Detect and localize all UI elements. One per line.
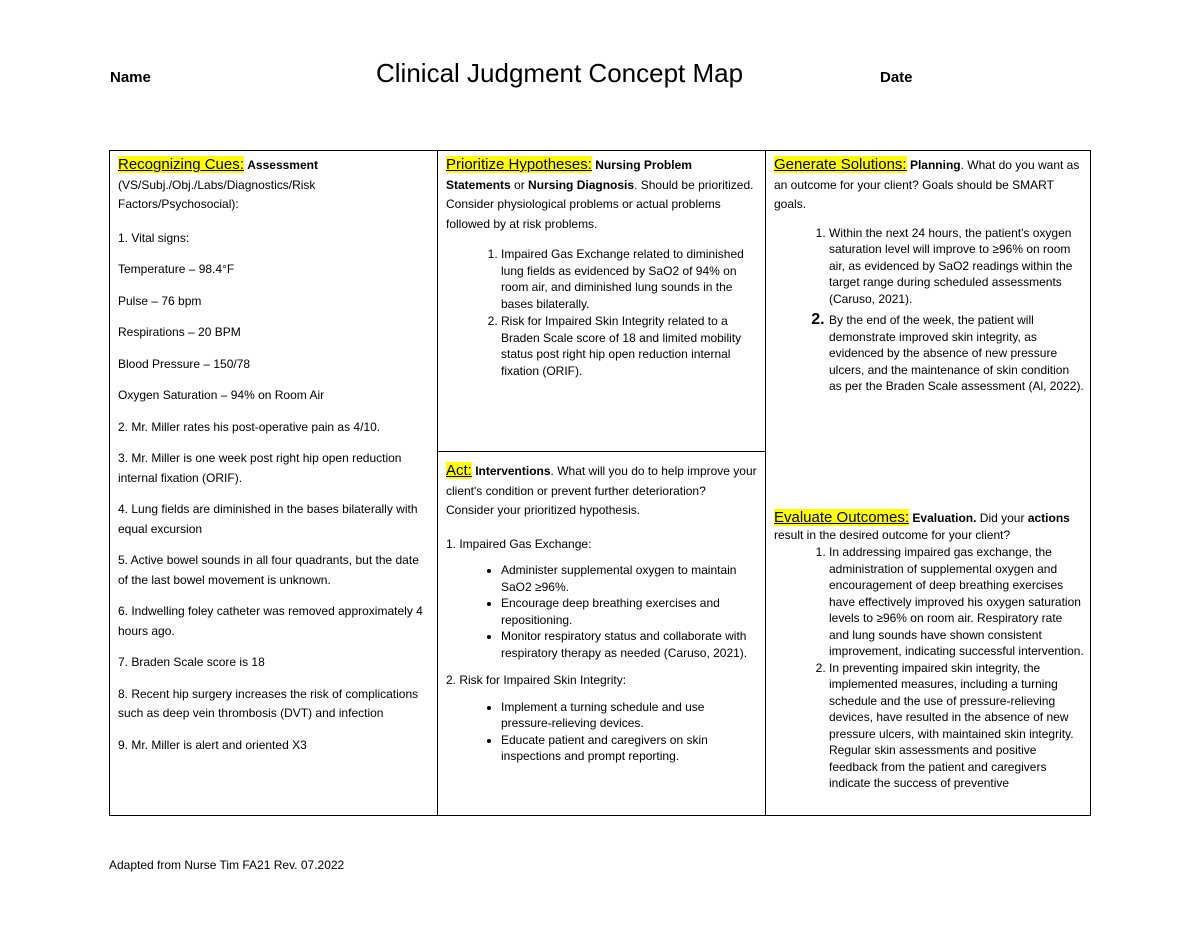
assessment-item: 5. Active bowel sounds in all four quadrants, but the date of the last bowel movement is unknown. — [118, 553, 419, 587]
evaluate-outcomes-heading: Evaluate Outcomes: — [774, 509, 910, 526]
generate-solutions-cell — [766, 151, 1092, 501]
assessment-item: Blood Pressure – 150/78 — [118, 356, 251, 371]
assessment-item: 8. Recent hip surgery increases the risk of complications such as deep vein thrombosis (DVT) and infection — [118, 686, 419, 720]
concept-map-table — [109, 150, 1091, 816]
evaluate-label: Evaluation. — [912, 511, 977, 525]
smart-goal-item: 1. Within the next 24 hours, the patient's oxygen saturation level will improve to ≥96% on room air, as evidenced by SaO2 readings within the target range during scheduled assessments (Caruso, 2021). — [829, 225, 1084, 308]
name-label: Name — [110, 69, 151, 86]
smart-goals-list — [774, 225, 1084, 395]
act-subheading-skin-integrity: 2. Risk for Impaired Skin Integrity: — [446, 673, 627, 687]
act-label: Interventions — [475, 464, 551, 478]
act-cell — [438, 457, 765, 817]
generate-solutions-heading: Generate Solutions: — [774, 156, 907, 173]
act-desc: . What will you do to help improve your client's condition or prevent further deterioration? Consider your prioritized hypothesis. — [446, 464, 757, 517]
generate-desc: . What do you want as an outcome for your client? Goals should be SMART goals. — [774, 158, 1080, 211]
footer-note: Adapted from Nurse Tim FA21 Rev. 07.2022 — [109, 858, 345, 872]
intervention-item: • Educate patient and caregivers on skin inspections and prompt reporting. — [501, 732, 757, 765]
assessment-item: 6. Indwelling foley catheter was removed approximately 4 hours ago. — [118, 604, 423, 638]
row-divider — [437, 451, 765, 452]
evaluation-list — [774, 544, 1084, 792]
generate-label: Planning — [909, 158, 961, 172]
evaluation-item: 1. In addressing impaired gas exchange, the administration of supplemental oxygen and encouragement of deep breathing exercises have effectively improved his oxygen saturation levels to ≥96% on room air. Respiratory rate and lung sounds have shown consistent improvement, indicating successful intervention. — [829, 544, 1084, 660]
assessment-item: 1. Vital signs: — [118, 230, 190, 245]
gas-exchange-interventions — [446, 562, 757, 661]
skin-integrity-interventions — [446, 699, 757, 765]
evaluation-item: 2. In preventing impaired skin integrity, the implemented measures, including a turning schedule and the use of pressure-relieving devices, have resulted in the absence of new pressure ulcers, with maintained skin integrity. Regular skin assessments and positive feedback from the patient and caregivers indicate the success of preventive — [829, 660, 1084, 792]
prioritize-label-diagnosis: Nursing Diagnosis — [528, 177, 635, 192]
assessment-item: 3. Mr. Miller is one week post right hip open reduction internal fixation (ORIF). — [118, 451, 402, 485]
recognizing-cues-desc: (VS/Subj./Obj./Labs/Diagnostics/Risk Factors/Psychosocial): — [118, 177, 316, 211]
recognizing-cues-cell — [110, 151, 437, 817]
prioritize-hypotheses-cell — [438, 151, 765, 451]
evaluate-outcomes-cell — [766, 505, 1092, 817]
intervention-item: • Monitor respiratory status and collaborate with respiratory therapy as needed (Caruso, 2021). — [501, 628, 757, 661]
act-heading: Act: — [446, 462, 472, 479]
evaluate-desc-c: result in the desired outcome for your client? — [774, 528, 1011, 542]
intervention-item: • Implement a turning schedule and use pressure-relieving devices. — [501, 699, 757, 732]
smart-goal-item: 2. By the end of the week, the patient will demonstrate improved skin integrity, as evidenced by the absence of new pressure ulcers, and the maintenance of skin condition as per the Braden Scale assessment (Al, 2022). — [829, 312, 1084, 395]
assessment-item: Temperature – 98.4°F — [118, 262, 235, 276]
assessment-item: 4. Lung fields are diminished in the bases bilaterally with equal excursion — [118, 502, 418, 536]
prioritize-label-or: or — [514, 177, 525, 192]
prioritize-label-statements: Nursing Problem Statements — [446, 158, 692, 192]
prioritize-desc: . Should be prioritized. Consider physiological problems or actual problems followed by at risk problems. — [446, 177, 754, 231]
date-label: Date — [880, 69, 913, 86]
nursing-diagnosis-item: 2. Risk for Impaired Skin Integrity related to a Braden Scale score of 18 and limited mobility status post right hip open reduction internal fixation (ORIF). — [501, 313, 757, 379]
assessment-item: 2. Mr. Miller rates his post-operative pain as 4/10. — [118, 419, 381, 434]
recognizing-cues-label: Assessment — [247, 158, 318, 172]
assessment-item: Oxygen Saturation – 94% on Room Air — [118, 388, 325, 402]
evaluate-desc-actions: actions — [1027, 511, 1070, 525]
assessment-item: 7. Braden Scale score is 18 — [118, 655, 265, 669]
prioritize-hypotheses-heading: Prioritize Hypotheses: — [446, 156, 592, 173]
intervention-item: • Encourage deep breathing exercises and repositioning. — [501, 595, 757, 628]
assessment-item: Respirations – 20 BPM — [118, 325, 241, 339]
recognizing-cues-heading: Recognizing Cues: — [118, 156, 244, 173]
page-title: Clinical Judgment Concept Map — [376, 58, 744, 88]
intervention-item: • Administer supplemental oxygen to maintain SaO2 ≥96%. — [501, 562, 757, 595]
nursing-diagnosis-item: 1. Impaired Gas Exchange related to diminished lung fields as evidenced by SaO2 of 94% on room air, and diminished lung sounds in the bases bilaterally. — [501, 246, 757, 312]
evaluate-desc-a: Did your — [979, 511, 1025, 525]
act-subheading-gas-exchange: 1. Impaired Gas Exchange: — [446, 536, 592, 551]
assessment-item: Pulse – 76 bpm — [118, 293, 202, 308]
assessment-item: 9. Mr. Miller is alert and oriented X3 — [118, 737, 307, 752]
nursing-diagnosis-list — [446, 246, 757, 379]
